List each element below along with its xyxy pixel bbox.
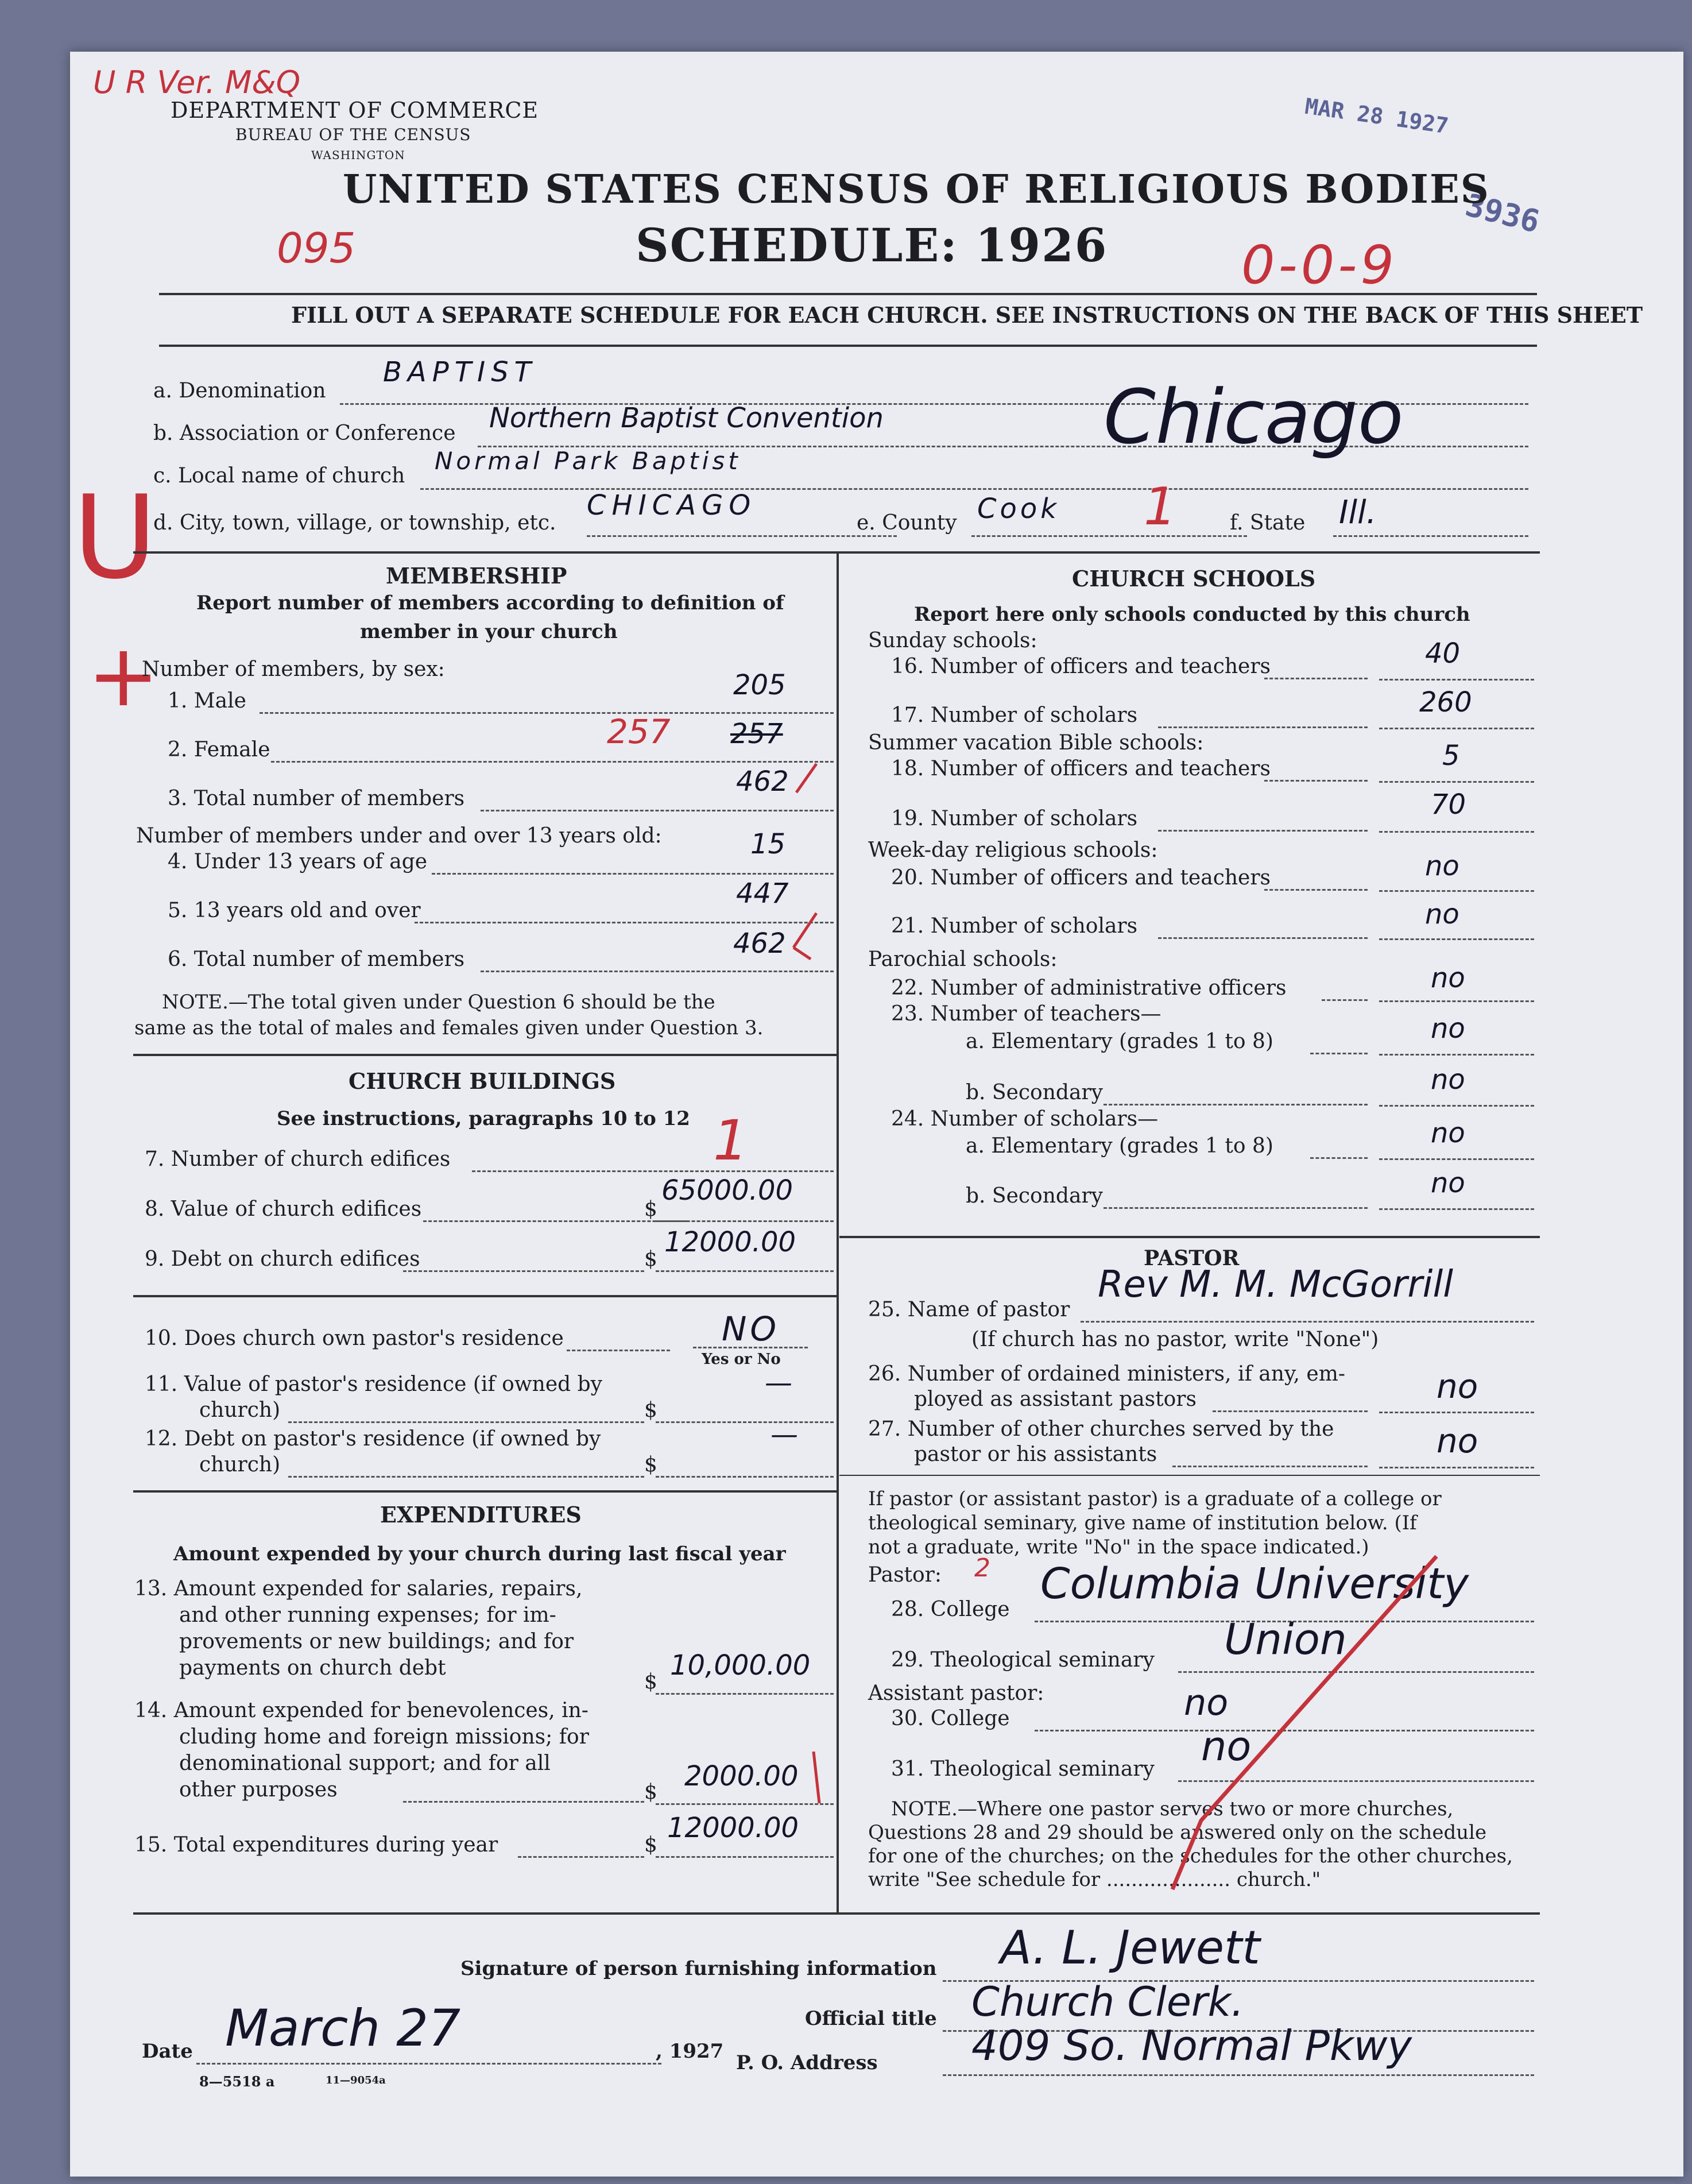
schools-sub: Report here only schools conducted by this church [914,603,1470,626]
q13-line-3: provements or new buildings; and for [179,1630,574,1653]
q9-value: 12000.00 [664,1226,796,1258]
q19-label: 19. Number of scholars [891,807,1138,830]
q11-value: — [765,1367,792,1399]
assistant-subheading: Assistant pastor: [868,1682,1044,1705]
q21-label: 21. Number of scholars [891,914,1138,938]
q8-value: 65000.00 [661,1174,793,1207]
city-label: d. City, town, village, or township, etc. [153,511,556,535]
association-label: b. Association or Conference [153,422,456,445]
q23b-label: b. Secondary [966,1081,1103,1104]
q15-label: 15. Total expenditures during year [134,1833,498,1857]
q14-value: 2000.00 [684,1760,799,1792]
q24b-value: no [1431,1167,1465,1199]
rule-bottom [133,1912,1540,1915]
form-number-1: 8—5518 a [199,2073,275,2090]
instruction-line: FILL OUT A SEPARATE SCHEDULE FOR EACH CHURCH. SEE INSTRUCTIONS ON THE BACK OF THIS SHEET [291,302,1643,328]
q27-value: no [1437,1421,1478,1460]
members-by-sex: Number of members, by sex: [142,658,445,681]
q17-value: 260 [1419,686,1472,718]
q3-value: 462 [736,766,789,798]
q24b-label: b. Secondary [966,1184,1103,1208]
q16-value: 40 [1425,637,1461,670]
association-extra: Chicago [1104,373,1404,461]
state-label: f. State [1230,511,1306,535]
q1-value: 205 [733,669,786,701]
q24-label: 24. Number of scholars— [891,1107,1159,1131]
pastor-note-3: for one of the churches; on the schedules for the other churches, [868,1845,1513,1868]
date-value: March 27 [225,1999,461,2058]
pastor-note-1: NOTE.—Where one pastor serves two or more churches, [891,1798,1454,1820]
q20-label: 20. Number of officers and teachers [891,866,1271,890]
bureau-name: BUREAU OF THE CENSUS [235,125,471,144]
expenditures-sub: Amount expended by your church during last fiscal year [173,1543,786,1565]
department-name: DEPARTMENT OF COMMERCE [171,98,539,123]
denomination-label: a. Denomination [153,379,326,403]
q20-value: no [1425,850,1459,882]
bureau-city: WASHINGTON [311,148,405,162]
reviewer-note: U R Ver. M&Q [93,64,301,100]
q14-line-1: 14. Amount expended for benevolences, in- [134,1699,588,1722]
q13-value: 10,000.00 [670,1649,811,1682]
pastor-mark: 2 [974,1553,990,1583]
q12-label-b: church) [199,1453,281,1476]
grad-note-3: not a graduate, write "No" in the space indicated.) [868,1536,1369,1559]
q13-line-2: and other running expenses; for im- [179,1603,556,1627]
yes-or-no-caption: Yes or No [702,1351,781,1368]
q17-label: 17. Number of scholars [891,703,1138,727]
q31-label: 31. Theological seminary [891,1757,1155,1781]
q14-line-4: other purposes [179,1778,338,1802]
weekday-schools-heading: Week-day religious schools: [868,838,1158,862]
schedule-year: SCHEDULE: 1926 [636,218,1108,272]
q29-value: Union [1224,1615,1347,1664]
membership-heading: MEMBERSHIP [386,563,567,589]
q23a-label: a. Elementary (grades 1 to 8) [966,1030,1273,1053]
code-number: 095 [277,224,356,272]
q22-value: no [1431,962,1465,994]
q7-label: 7. Number of church edifices [145,1147,451,1171]
q2-label: 2. Female [168,738,270,761]
q16-label: 16. Number of officers and teachers [891,655,1271,678]
date-label: Date [142,2040,193,2063]
q8-label: 8. Value of church edifices [145,1197,422,1221]
date-year: , 1927 [656,2040,724,2063]
summer-schools-heading: Summer vacation Bible schools: [868,731,1204,755]
q13-line-4: payments on church debt [179,1656,446,1680]
q13-dollar: $ [644,1670,657,1694]
q22-label: 22. Number of administrative officers [891,976,1287,1000]
q4-label: 4. Under 13 years of age [168,850,428,873]
county-mark: 1 [1144,477,1177,537]
buildings-sub: See instructions, paragraphs 10 to 12 [277,1107,690,1130]
pastor-subheading: Pastor: [868,1563,942,1587]
q10-value: NO [722,1309,780,1348]
q1-label: 1. Male [168,689,246,713]
membership-note-2: same as the total of males and females given under Question 3. [134,1016,764,1039]
q11-label-a: 11. Value of pastor's residence (if owned by [145,1373,603,1396]
q12-value: — [771,1418,798,1451]
local-name-value: Normal Park Baptist [435,447,741,475]
margin-mark-u: U [73,471,157,605]
q26-value: no [1437,1367,1478,1406]
q23a-value: no [1431,1012,1465,1045]
county-label: e. County [857,511,957,535]
membership-sub1: Report number of members according to definition of [196,592,784,614]
po-address-label: P. O. Address [736,2051,878,2074]
association-value: Northern Baptist Convention [489,402,884,434]
q23-label: 23. Number of teachers— [891,1002,1161,1026]
q15-dollar: $ [644,1833,657,1857]
parochial-schools-heading: Parochial schools: [868,948,1058,971]
signature-label: Signature of person furnishing information [460,1957,937,1980]
schools-heading: CHURCH SCHOOLS [1072,566,1316,592]
q6-label: 6. Total number of members [168,948,465,971]
q7-value: 1 [713,1108,749,1173]
q14-line-3: denominational support; and for all [179,1752,551,1775]
local-name-label: c. Local name of church [153,464,405,488]
q15-value: 12000.00 [667,1812,799,1844]
q30-value: no [1184,1682,1229,1723]
q5-label: 5. 13 years old and over [168,899,421,922]
received-stamp: MAR 28 1927 [1303,93,1450,139]
q12-label-a: 12. Debt on pastor's residence (if owned by [145,1427,601,1451]
margin-mark-plus: + [87,626,160,726]
q12-dollar: $ [644,1453,657,1476]
grad-note-1: If pastor (or assistant pastor) is a graduate of a college or [868,1487,1442,1510]
q2-value: 257 [607,712,671,751]
code-right: 0-0-9 [1241,234,1397,296]
q23b-value: no [1431,1064,1465,1096]
q18-label: 18. Number of officers and teachers [891,757,1271,780]
form-number-2: 11—9054a [326,2074,386,2086]
q5-value: 447 [736,878,789,910]
po-address-value: 409 So. Normal Pkwy [971,2021,1412,2070]
pastor-heading: PASTOR [1144,1246,1240,1270]
state-value: Ill. [1339,494,1377,531]
q26-label-b: ployed as assistant pastors [914,1387,1197,1411]
q11-dollar: $ [644,1398,657,1422]
county-value: Cook [977,493,1060,525]
q14-line-2: cluding home and foreign missions; for [179,1725,589,1749]
q8-dollar: $ [644,1197,657,1221]
denomination-value: BAPTIST [383,356,537,388]
q14-dollar: $ [644,1780,657,1804]
q26-label-a: 26. Number of ordained ministers, if any, em- [868,1362,1345,1386]
official-title-value: Church Clerk. [971,1978,1244,2025]
q25-note: (If church has no pastor, write "None") [971,1328,1379,1351]
q24a-value: no [1431,1117,1465,1149]
q30-label: 30. College [891,1707,1010,1730]
signature-value: A. L. Jewett [1000,1921,1260,1974]
q27-label-a: 27. Number of other churches served by the [868,1417,1334,1441]
q19-value: 70 [1431,788,1466,821]
q31-value: no [1201,1723,1252,1770]
stamp-number: 3936 [1462,187,1543,240]
q9-label: 9. Debt on church edifices [145,1247,420,1271]
sunday-schools-heading: Sunday schools: [868,629,1037,652]
city-value: CHICAGO [587,489,757,521]
pastor-note-2: Questions 28 and 29 should be answered only on the schedule [868,1821,1487,1844]
age-heading: Number of members under and over 13 years old: [136,824,662,848]
membership-sub2: member in your church [360,620,618,643]
q25-value: Rev M. M. McGorrill [1098,1263,1453,1306]
q29-label: 29. Theological seminary [891,1648,1155,1672]
pastor-note-4: write "See schedule for .................... church." [868,1868,1321,1891]
buildings-heading: CHURCH BUILDINGS [349,1068,616,1094]
official-title-label: Official title [805,2007,937,2030]
q11-label-b: church) [199,1398,281,1422]
q18-value: 5 [1442,740,1460,772]
expenditures-heading: EXPENDITURES [380,1502,582,1528]
q9-dollar: $ [644,1247,657,1271]
red-check-marks [70,52,1683,2177]
q6-value: 462 [733,927,786,960]
q28-value: Columbia University [1040,1559,1469,1609]
q10-label: 10. Does church own pastor's residence [145,1327,564,1350]
form-title: UNITED STATES CENSUS OF RELIGIOUS BODIES [343,167,1490,212]
q2-struck-value: 257 [730,718,783,750]
q28-label: 28. College [891,1598,1010,1621]
q21-value: no [1425,898,1459,930]
q27-label-b: pastor or his assistants [914,1443,1157,1466]
grad-note-2: theological seminary, give name of institution below. (If [868,1512,1417,1534]
census-schedule-sheet [70,52,1683,2177]
q3-label: 3. Total number of members [168,787,465,810]
q13-line-1: 13. Amount expended for salaries, repairs, [134,1577,583,1601]
q4-value: 15 [750,828,786,860]
membership-note-1: NOTE.—The total given under Question 6 should be the [162,991,715,1014]
q25-label: 25. Name of pastor [868,1298,1070,1321]
q24a-label: a. Elementary (grades 1 to 8) [966,1134,1273,1158]
